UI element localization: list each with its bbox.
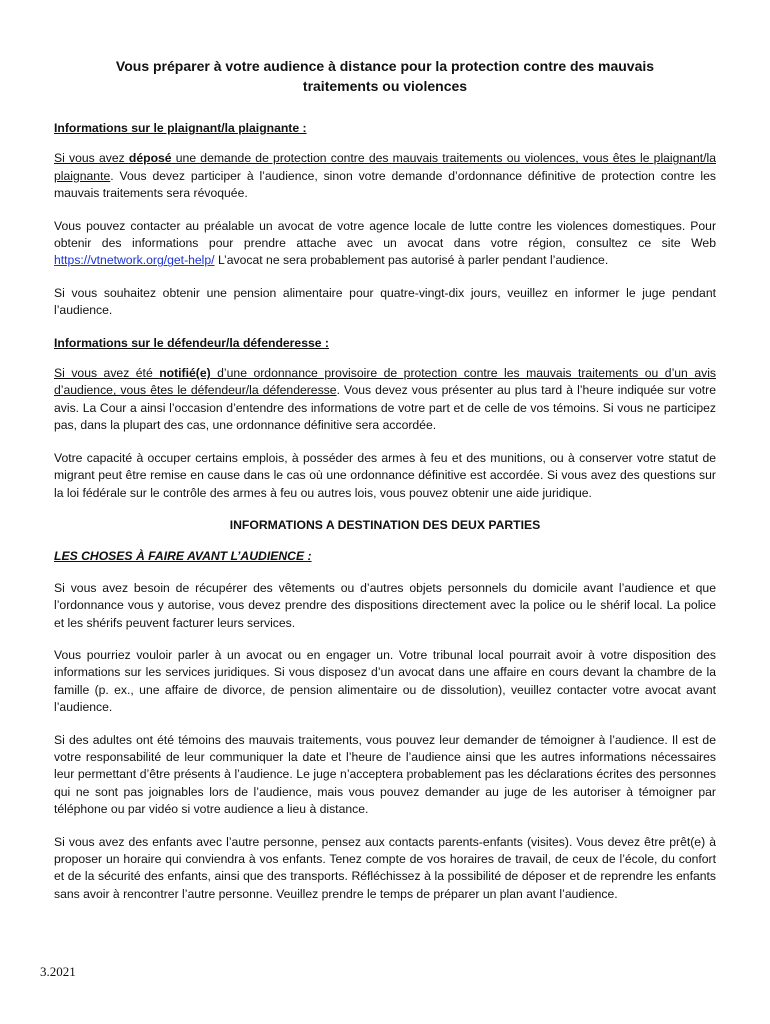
plaintiff-paragraph-1 xyxy=(54,150,716,202)
both-parties-heading: INFORMATIONS A DESTINATION DES DEUX PARTIES xyxy=(229,517,541,532)
plaintiff-p1-c: une demande de protection contre des mauvais traitements ou violences, vous êtes le plaignant/la plaignante xyxy=(54,151,717,183)
both-paragraph-2: Vous pourriez vouloir parler à un avocat ou en engager un. Votre tribunal local pourrait avoir à votre disposition des informations sur les services juridiques. Si vous disposez d’un avocat dans une affaire en cours devant la chambre de la famille (p. ex., une affaire de divorce, de pension alimentaire ou de dissolution), veuillez contacter votre avocat avant l’audience. xyxy=(54,647,716,715)
document-body xyxy=(54,120,716,918)
plaintiff-p1-a: Si vous avez xyxy=(54,151,129,166)
plaintiff-p1-b: déposé xyxy=(128,151,172,166)
defendant-p1-c: d’une ordonnance provisoire de protection contre les mauvais traitements ou d’un avis d’audience, vous êtes le défendeur/la défenderesse xyxy=(54,366,716,398)
plaintiff-paragraph-2 xyxy=(54,218,716,270)
defendant-p1-a: Si vous avez été xyxy=(54,366,160,381)
footer-date: 3.2021 xyxy=(40,964,76,979)
plaintiff-paragraph-3: Si vous souhaitez obtenir une pension alimentaire pour quatre-vingt-dix jours, veuillez en informer le juge pendant l’audience. xyxy=(54,285,716,318)
vtnetwork-link[interactable]: https://vtnetwork.org/get-help/ xyxy=(54,253,215,268)
plaintiff-p1-d: . Vous devez participer à l’audience, sinon votre demande d’ordonnance définitive de protection contre les mauvais traitements sera révoquée. xyxy=(54,168,716,201)
both-paragraph-3: Si des adultes ont été témoins des mauvais traitements, vous pouvez leur demander de témoigner à l’audience. Il est de votre responsabilité de leur communiquer la date et l’heure de l’audience ainsi que les autres informations nécessaires leur permettant d’être présents à l’audience. Le juge n’acceptera probablement pas les déclarations écrites des personnes qui ne sont pas joignables lors de l’audience, mais vous pouvez demander au juge de les autoriser à témoigner par téléphone ou par vidéo si votre audience a lieu à distance. xyxy=(54,732,716,817)
defendant-paragraph-1 xyxy=(54,365,716,435)
defendant-paragraph-2: Votre capacité à occuper certains emplois, à posséder des armes à feu et des munitions, ou à conserver votre statut de migrant peut être remise en cause dans le cas où une ordonnance définitive est accordée. Si vous avez des questions sur la loi fédérale sur le contrôle des armes à feu ou autres lois, vous pouvez obtenir une aide juridique. xyxy=(54,450,716,500)
defendant-p1-d: . Vous devez vous présenter au plus tard à l’heure indiquée sur votre avis. La Cour a ainsi l’occasion d’entendre des informations de votre part et de celle de vos témoins. Si vous ne participez pas, dans la plupart des cas, une ordonnance définitive sera accordée. xyxy=(54,383,716,433)
both-paragraph-4: Si vous avez des enfants avec l’autre personne, pensez aux contacts parents-enfants (visites). Vous devez être prêt(e) à proposer un horaire qui conviendra à vos enfants. Tenez compte de vos horaires de travail, de ceux de l’école, du confort et de la sécurité des enfants, ainsi que des transports. Réfléchissez à la possibilité de déposer et de reprendre les enfants sans avoir à rencontrer l’autre personne. Veuillez prendre le temps de préparer un plan avant l’audience. xyxy=(54,834,716,901)
plaintiff-p2-a: Vous pouvez contacter au préalable un avocat de votre agence locale de lutte contre les violences domestiques. Pour obtenir des informations pour prendre attache avec un avocat dans votre région, consultez ce site Web xyxy=(54,218,716,251)
defendant-heading: Informations sur le défendeur/la défenderesse : xyxy=(54,335,329,350)
defendant-p1-b: notifié(e) xyxy=(159,366,211,381)
before-hearing-heading: LES CHOSES À FAIRE AVANT L’AUDIENCE : xyxy=(54,549,312,564)
both-paragraph-1: Si vous avez besoin de récupérer des vêtements ou d’autres objets personnels du domicile avant l’audience et que l’ordonnance vous y autorise, vous devez prendre des dispositions directement avec la police ou le shérif local. La police et les shérifs peuvent facturer leurs services. xyxy=(54,580,716,630)
page-title: Vous préparer à votre audience à distance pour la protection contre des mauvais traitements ou violences xyxy=(115,58,655,94)
plaintiff-heading: Informations sur le plaignant/la plaignante : xyxy=(54,121,307,135)
plaintiff-p2-b: L’avocat ne sera probablement pas autorisé à parler pendant l’audience. xyxy=(214,253,609,268)
